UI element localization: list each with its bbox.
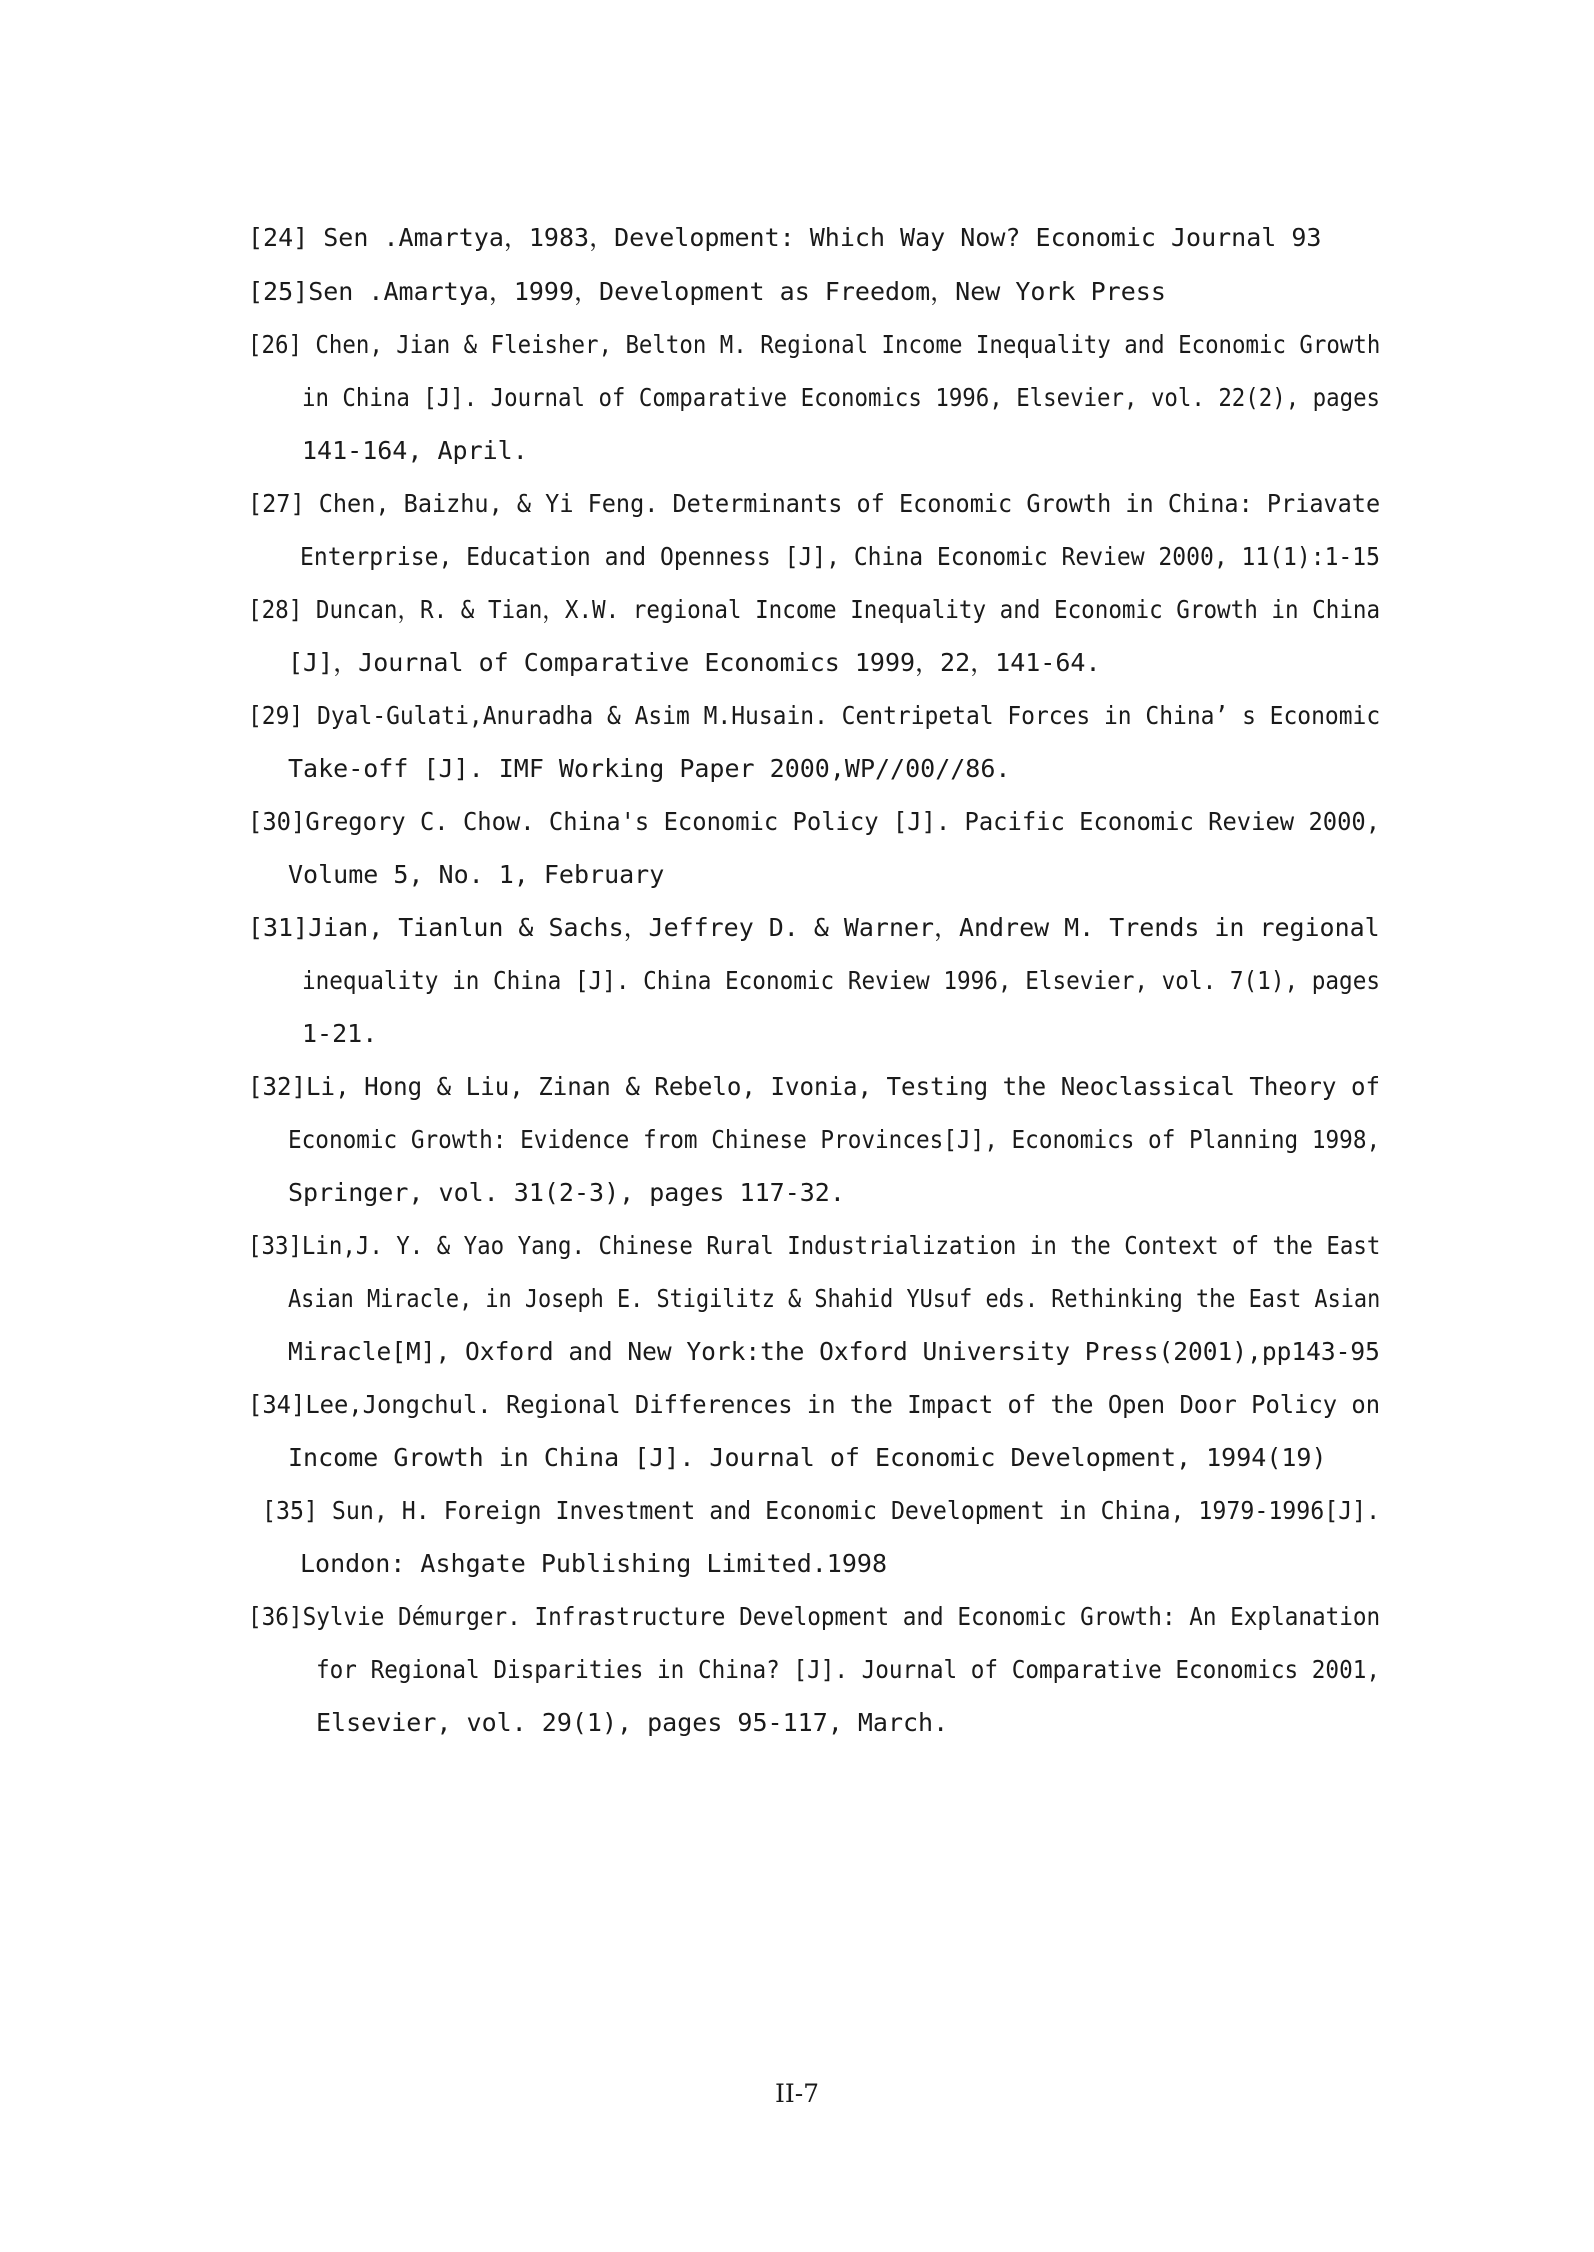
reference-line: Springer, vol. 31(2-3), pages 117-32. [288, 1178, 845, 1207]
reference-line: [24] Sen .Amartya，1983，Development: Which Way Now? Economic Journal 93 [248, 223, 1322, 252]
reference-line: Miracle[M], Oxford and New York:the Oxford University Press(2001),pp143-95 [288, 1337, 1380, 1366]
reference-line: Asian Miracle, in Joseph E. Stigilitz & Shahid YUsuf eds. Rethinking the East Asian [288, 1284, 1381, 1313]
reference-line: [34]Lee,Jongchul. Regional Differences in the Impact of the Open Door Policy on [248, 1390, 1381, 1419]
reference-line: 1-21. [302, 1019, 378, 1048]
reference-line: Volume 5, No. 1, February [288, 860, 665, 889]
reference-line: [31]Jian, Tianlun & Sachs，Jeffrey D. & Warner，Andrew M. Trends in regional [248, 913, 1380, 942]
reference-line: [30]Gregory C. Chow. China's Economic Policy [J]. Pacific Economic Review 2000, [248, 807, 1381, 836]
reference-line: Elsevier, vol. 29(1), pages 95-117, March. [316, 1708, 949, 1737]
reference-line: [33]Lin,J. Y. & Yao Yang. Chinese Rural Industrialization in the Context of the East [248, 1231, 1381, 1260]
reference-line: Economic Growth: Evidence from Chinese Provinces[J], Economics of Planning 1998, [288, 1125, 1381, 1154]
reference-line: [29] Dyal-Gulati,Anuradha & Asim M.Husain. Centripetal Forces in China’ s Economic [248, 701, 1381, 730]
page-number: II-7 [774, 2079, 820, 2108]
reference-line: for Regional Disparities in China? [J]. Journal of Comparative Economics 2001, [316, 1655, 1380, 1684]
reference-line: [28] Duncan，R. & Tian，X.W. regional Income Inequality and Economic Growth in China [248, 595, 1381, 624]
reference-line: inequality in China [J]. China Economic Review 1996, Elsevier, vol. 7(1), pages [302, 966, 1381, 995]
reference-line: [26] Chen, Jian & Fleisher, Belton M. Regional Income Inequality and Economic Growth [248, 330, 1381, 359]
reference-line: [36]Sylvie Démurger. Infrastructure Development and Economic Growth: An Explanation [248, 1602, 1381, 1631]
reference-line: Income Growth in China [J]. Journal of Economic Development, 1994(19) [288, 1443, 1327, 1472]
reference-line: [35] Sun, H. Foreign Investment and Economic Development in China, 1979-1996[J]. [262, 1496, 1381, 1525]
reference-line: London: Ashgate Publishing Limited.1998 [300, 1549, 887, 1578]
reference-line: [J]，Journal of Comparative Economics 1999，22，141-64. [288, 648, 1101, 677]
reference-line: in China [J]. Journal of Comparative Economics 1996, Elsevier, vol. 22(2), pages [302, 383, 1381, 412]
reference-line: Take-off [J]. IMF Working Paper 2000,WP//00//86. [288, 754, 1011, 783]
reference-line: Enterprise, Education and Openness [J], China Economic Review 2000, 11(1):1-15 [300, 542, 1380, 571]
reference-line: [25]Sen .Amartya，1999，Development as Freedom，New York Press [248, 277, 1166, 306]
reference-line: 141-164, April. [302, 436, 528, 465]
reference-line: [32]Li, Hong & Liu, Zinan & Rebelo, Ivonia, Testing the Neoclassical Theory of [248, 1072, 1380, 1101]
reference-line: [27] Chen, Baizhu, & Yi Feng. Determinants of Economic Growth in China: Priavate [248, 489, 1381, 518]
